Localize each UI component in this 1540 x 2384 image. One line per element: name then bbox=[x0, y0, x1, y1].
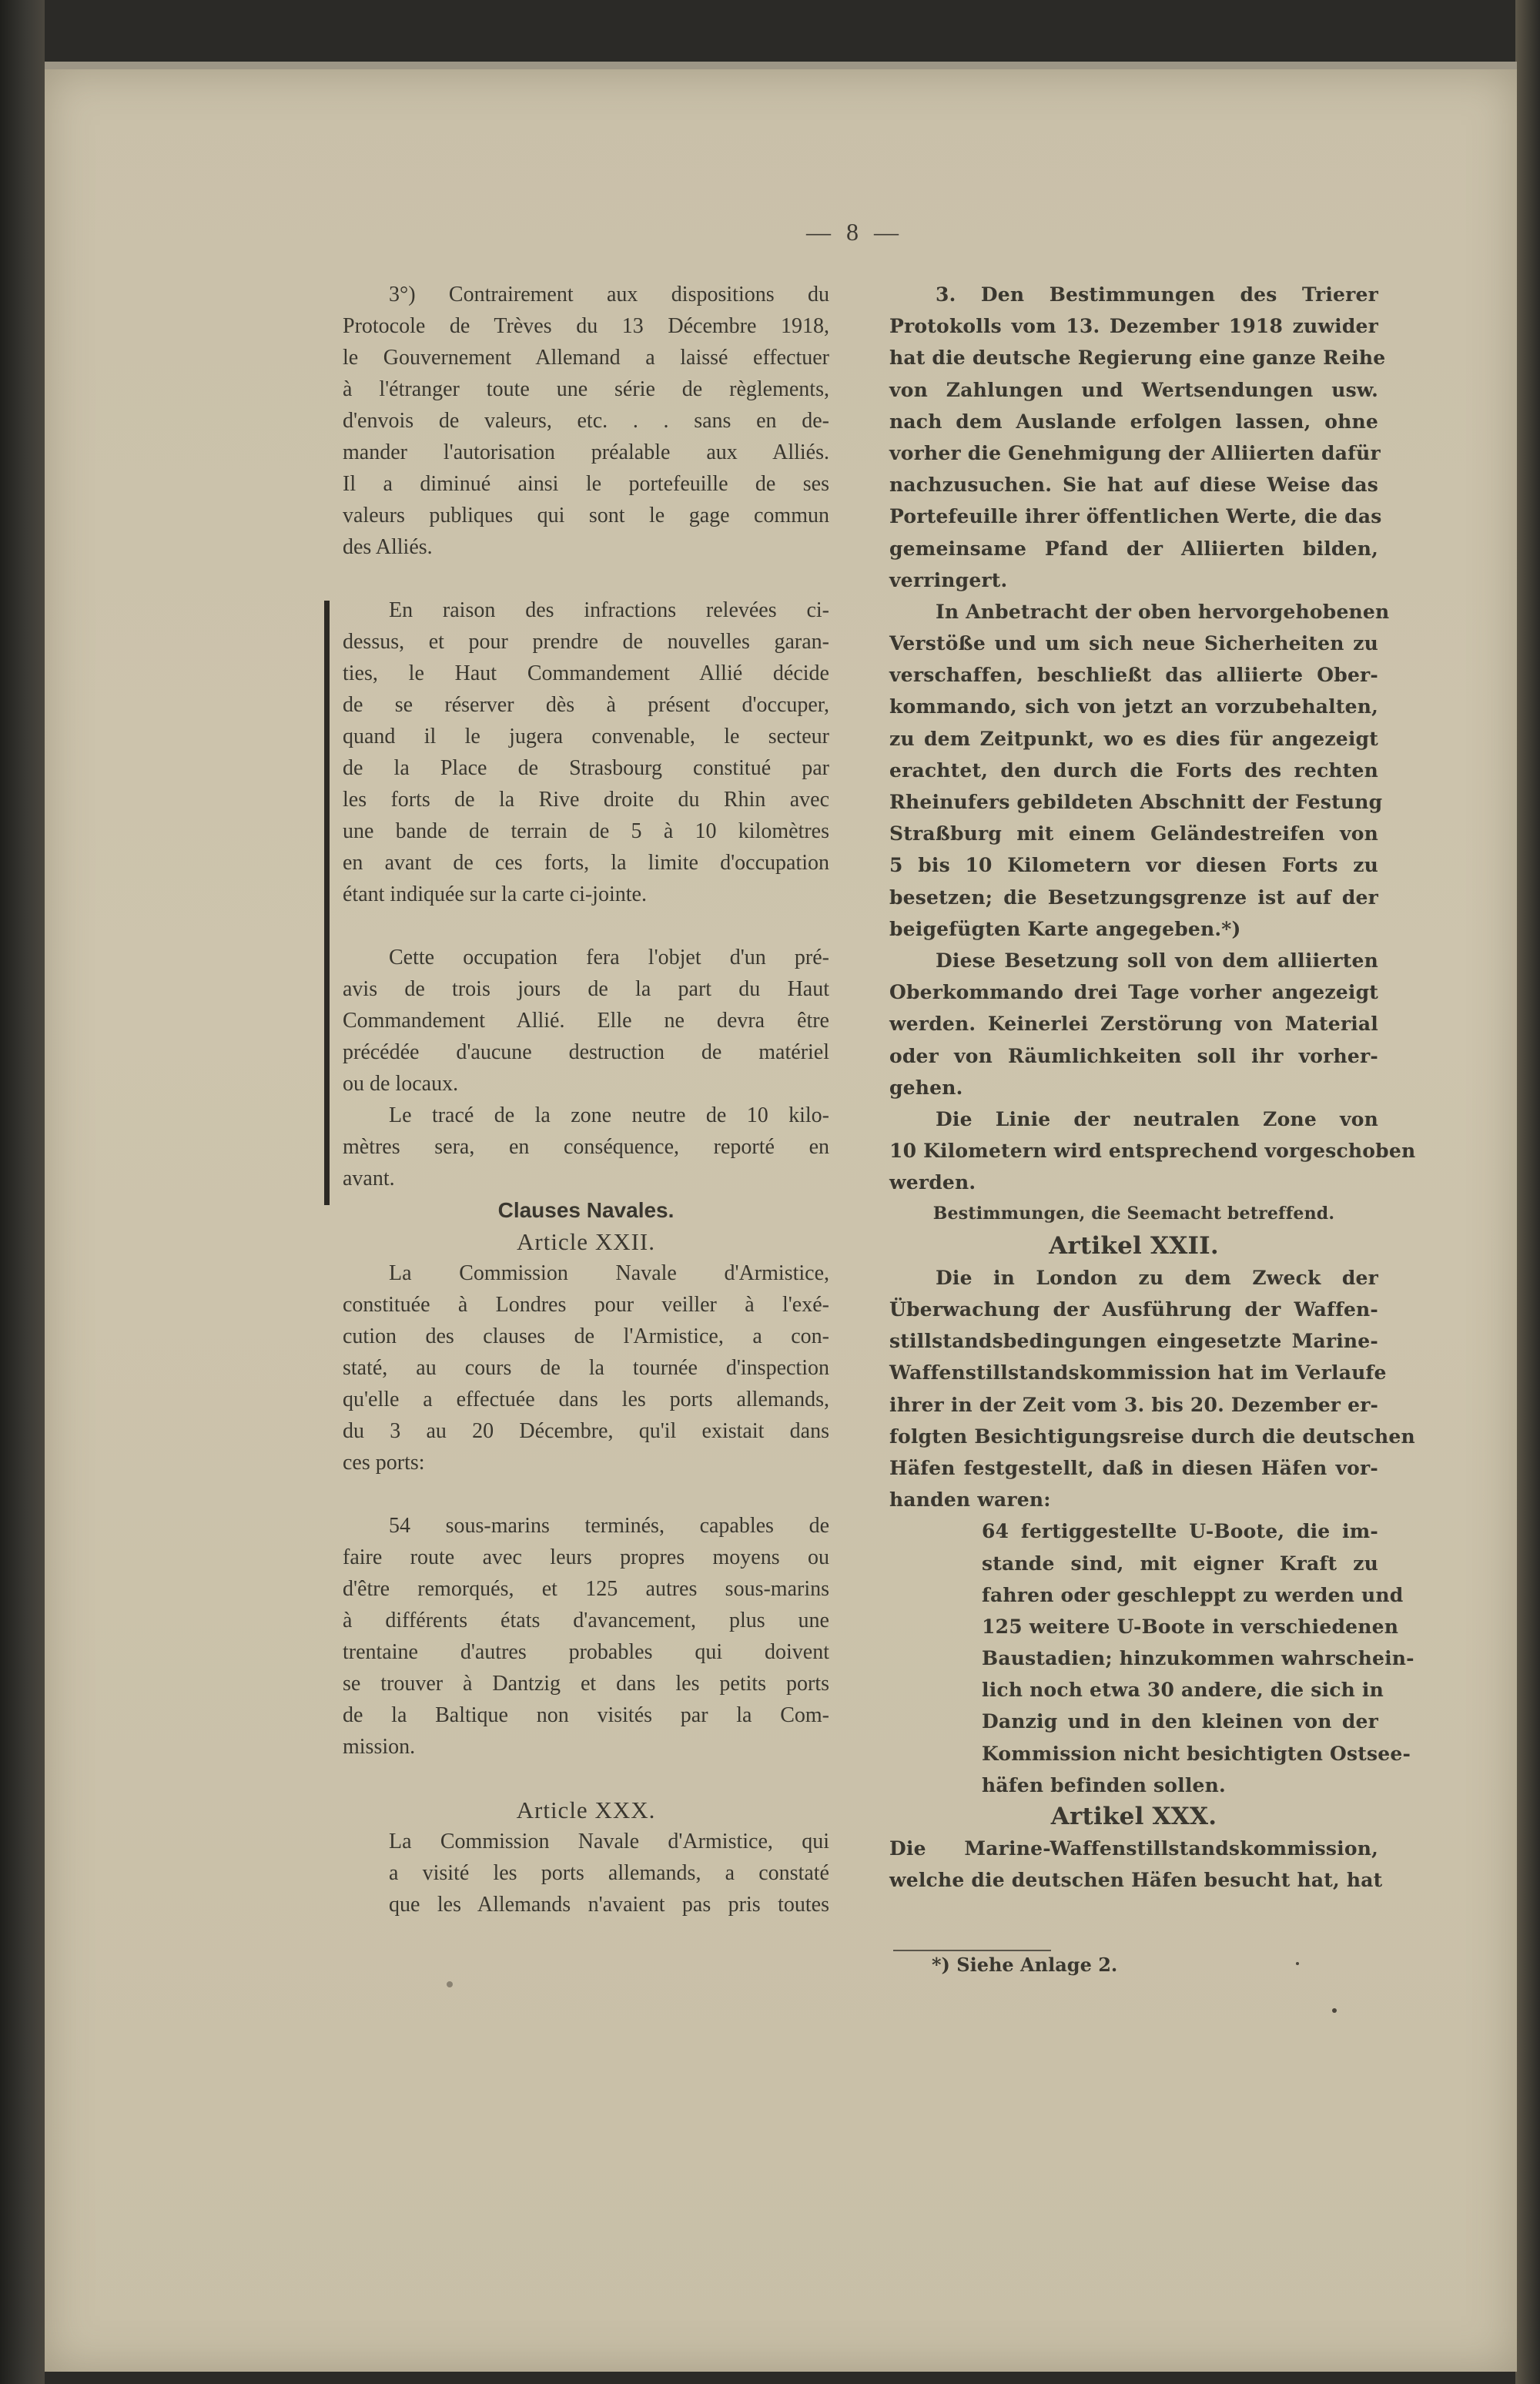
text-line: Waffenstillstandskommission hat im Verlaufe bbox=[889, 1361, 1387, 1385]
text-line: d'envois de valeurs, etc. . . sans en de- bbox=[343, 409, 829, 433]
text-line: Überwachung der Ausführung der Waffen- bbox=[889, 1298, 1378, 1321]
text-line: mètres sera, en conséquence, reporté en bbox=[343, 1135, 829, 1159]
text-line: Baustadien; hinzukommen wahrschein- bbox=[982, 1647, 1414, 1670]
text-line: étant indiquée sur la carte ci-jointe. bbox=[343, 882, 647, 906]
paragraph-gap bbox=[343, 563, 829, 594]
scan-speck bbox=[1296, 1962, 1299, 1965]
text-line: ces ports: bbox=[343, 1451, 425, 1475]
text-line: In Anbetracht der oben hervorgehobenen bbox=[936, 600, 1390, 623]
text-line: nachzusuchen. Sie hat auf diese Weise das bbox=[889, 474, 1378, 497]
text-line: gemeinsame Pfand der Alliierten bilden, bbox=[889, 537, 1378, 560]
text-line: trentaine d'autres probables qui doivent bbox=[343, 1640, 829, 1664]
text-line: d'être remorqués, et 125 autres sous-marins bbox=[343, 1577, 829, 1601]
text-line: de la Place de Strasbourg constitué par bbox=[343, 756, 829, 780]
text-line: gehen. bbox=[889, 1076, 963, 1099]
text-line: les forts de la Rive droite du Rhin avec bbox=[343, 788, 829, 812]
text-line: welche die deutschen Häfen besucht hat, hat bbox=[889, 1869, 1383, 1892]
text-line: werden. bbox=[889, 1171, 976, 1194]
text-line: vorher die Genehmigung der Alliierten dafür bbox=[889, 441, 1381, 464]
text-line: 64 fertiggestellte U-Boote, die im- bbox=[982, 1520, 1378, 1543]
text-line: lich noch etwa 30 andere, die sich in bbox=[982, 1679, 1384, 1702]
text-line: Il a diminué ainsi le portefeuille de ses bbox=[343, 472, 829, 496]
text-line: à l'étranger toute une série de règlements, bbox=[343, 377, 829, 401]
article-heading: Artikel XXX. bbox=[1050, 1803, 1217, 1830]
text-line: nach dem Auslande erfolgen lassen, ohne bbox=[889, 410, 1378, 433]
text-line: valeurs publiques qui sont le gage commun bbox=[343, 504, 829, 527]
text-line: mander l'autorisation préalable aux Alliés. bbox=[343, 440, 829, 464]
section-heading: Bestimmungen, die Seemacht betreffend. bbox=[932, 1204, 1335, 1224]
text-line: La Commission Navale d'Armistice, qui bbox=[389, 1830, 829, 1853]
text-line: 3°) Contrairement aux dispositions du bbox=[389, 283, 829, 306]
footnote: *) Siehe Anlage 2. bbox=[932, 1954, 1118, 1976]
text-line: avant. bbox=[343, 1167, 395, 1190]
text-line: que les Allemands n'avaient pas pris toutes bbox=[389, 1893, 829, 1917]
text-line: handen waren: bbox=[889, 1488, 1051, 1512]
text-line: häfen befinden sollen. bbox=[982, 1773, 1226, 1796]
text-line: staté, au cours de la tournée d'inspection bbox=[343, 1356, 829, 1380]
text-line: Portefeuille ihrer öffentlichen Werte, die das bbox=[889, 505, 1382, 528]
text-line: La Commission Navale d'Armistice, bbox=[389, 1261, 829, 1285]
text-line: Verstöße und um sich neue Sicherheiten zu bbox=[889, 632, 1378, 655]
text-line: Diese Besetzung soll von dem alliierten bbox=[936, 949, 1378, 972]
text-line: folgten Besichtigungsreise durch die deutschen bbox=[889, 1425, 1415, 1448]
text-line: de la Baltique non visités par la Com- bbox=[343, 1703, 829, 1727]
text-line: stande sind, mit eigner Kraft zu bbox=[982, 1552, 1378, 1575]
text-line: verringert. bbox=[889, 568, 1008, 591]
text-line: 54 sous-marins terminés, capables de bbox=[389, 1514, 829, 1538]
text-line: précédée d'aucune destruction de matériel bbox=[343, 1040, 829, 1064]
scan-speck bbox=[447, 1981, 453, 1987]
paragraph-gap bbox=[343, 1763, 829, 1794]
german-column bbox=[889, 279, 1416, 1897]
text-line: 3. Den Bestimmungen des Trierer bbox=[936, 283, 1378, 306]
text-line: Oberkommando drei Tage vorher angezeigt bbox=[889, 981, 1378, 1004]
text-line: mission. bbox=[343, 1735, 416, 1759]
text-line: du 3 au 20 Décembre, qu'il existait dans bbox=[343, 1419, 829, 1443]
text-line: besetzen; die Besetzungsgrenze ist auf der bbox=[889, 886, 1378, 909]
text-line: le Gouvernement Allemand a laissé effectuer bbox=[343, 346, 829, 370]
section-heading: Clauses Navales. bbox=[497, 1198, 675, 1222]
text-line: quand il le jugera convenable, le secteur bbox=[343, 725, 829, 748]
text-line: Rheinufers gebildeten Abschnitt der Festung bbox=[889, 791, 1383, 813]
text-line: verschaffen, beschließt das alliierte Ober- bbox=[889, 664, 1378, 687]
text-line: cution des clauses de l'Armistice, a con- bbox=[343, 1324, 829, 1348]
paragraph-gap bbox=[343, 910, 829, 942]
text-line: fahren oder geschleppt zu werden und bbox=[982, 1583, 1404, 1606]
text-line: Protokolls vom 13. Dezember 1918 zuwider bbox=[889, 315, 1378, 338]
text-line: stillstandsbedingungen eingesetzte Marine- bbox=[889, 1330, 1378, 1353]
text-line: Häfen festgestellt, daß in diesen Häfen vor- bbox=[889, 1456, 1378, 1479]
text-line: En raison des infractions relevées ci- bbox=[389, 598, 829, 622]
page-number: — 8 — bbox=[806, 218, 903, 246]
text-line: von Zahlungen und Wertsendungen usw. bbox=[889, 378, 1378, 401]
text-line: ihrer in der Zeit vom 3. bis 20. Dezember er- bbox=[889, 1393, 1379, 1416]
text-line: constituée à Londres pour veiller à l'exé- bbox=[343, 1293, 829, 1317]
text-line: Straßburg mit einem Geländestreifen von bbox=[889, 822, 1378, 845]
text-line: Die in London zu dem Zweck der bbox=[936, 1266, 1378, 1289]
text-line: ou de locaux. bbox=[343, 1072, 459, 1096]
scan-edge-right bbox=[1515, 0, 1540, 2384]
text-line: avis de trois jours de la part du Haut bbox=[343, 977, 829, 1001]
text-line: Cette occupation fera l'objet d'un pré- bbox=[389, 946, 829, 969]
text-line: Die Marine-Waffenstillstandskommission, bbox=[889, 1837, 1378, 1860]
text-line: ties, le Haut Commandement Allié décide bbox=[343, 661, 829, 685]
article-heading: Article XXX. bbox=[516, 1796, 656, 1823]
text-line: de se réserver dès à présent d'occuper, bbox=[343, 693, 829, 717]
text-line: Danzig und in den kleinen von der bbox=[982, 1710, 1378, 1733]
paragraph-gap bbox=[343, 1478, 829, 1510]
french-column bbox=[343, 279, 829, 1920]
article-heading: Article XXII. bbox=[517, 1228, 655, 1255]
text-line: werden. Keinerlei Zerstörung von Material bbox=[889, 1013, 1378, 1036]
text-line: à différents états d'avancement, plus une bbox=[343, 1609, 829, 1632]
text-line: oder von Räumlichkeiten soll ihr vorher- bbox=[889, 1044, 1378, 1067]
text-line: Kommission nicht besichtigten Ostsee- bbox=[982, 1742, 1411, 1765]
text-line: erachtet, den durch die Forts des rechten bbox=[889, 758, 1378, 782]
text-line: zu dem Zeitpunkt, wo es dies für angezeigt bbox=[889, 727, 1378, 750]
text-line: faire route avec leurs propres moyens ou bbox=[343, 1545, 829, 1569]
footnote-rule bbox=[893, 1950, 1051, 1951]
text-line: beigefügten Karte angegeben.*) bbox=[889, 917, 1241, 940]
text-line: se trouver à Dantzig et dans les petits ports bbox=[343, 1672, 829, 1696]
text-line: une bande de terrain de 5 à 10 kilomètres bbox=[343, 819, 829, 843]
text-line: qu'elle a effectuée dans les ports allemands, bbox=[343, 1388, 829, 1411]
text-line: Commandement Allié. Elle ne devra être bbox=[343, 1009, 829, 1033]
text-line: Die Linie der neutralen Zone von bbox=[936, 1107, 1378, 1130]
text-line: kommando, sich von jetzt an vorzubehalten, bbox=[889, 695, 1378, 718]
text-line: 5 bis 10 Kilometern vor diesen Forts zu bbox=[889, 854, 1378, 877]
text-line: Le tracé de la zone neutre de 10 kilo- bbox=[389, 1103, 829, 1127]
text-line: a visité les ports allemands, a constaté bbox=[389, 1861, 829, 1885]
text-line: dessus, et pour prendre de nouvelles garan- bbox=[343, 630, 829, 654]
text-line: des Alliés. bbox=[343, 535, 433, 559]
margin-bar-lower bbox=[324, 1109, 330, 1205]
text-line: 10 Kilometern wird entsprechend vorgeschoben bbox=[889, 1140, 1416, 1163]
scan-edge-left bbox=[0, 0, 45, 2384]
article-heading: Artikel XXII. bbox=[1049, 1231, 1219, 1260]
text-line: en avant de ces forts, la limite d'occupation bbox=[343, 851, 829, 875]
margin-bar-upper bbox=[324, 601, 330, 1109]
text-line: 125 weitere U-Boote in verschiedenen bbox=[982, 1615, 1399, 1638]
scan-speck bbox=[1332, 2008, 1337, 2013]
text-line: Protocole de Trèves du 13 Décembre 1918, bbox=[343, 314, 829, 338]
text-line: hat die deutsche Regierung eine ganze Reihe bbox=[889, 347, 1386, 370]
